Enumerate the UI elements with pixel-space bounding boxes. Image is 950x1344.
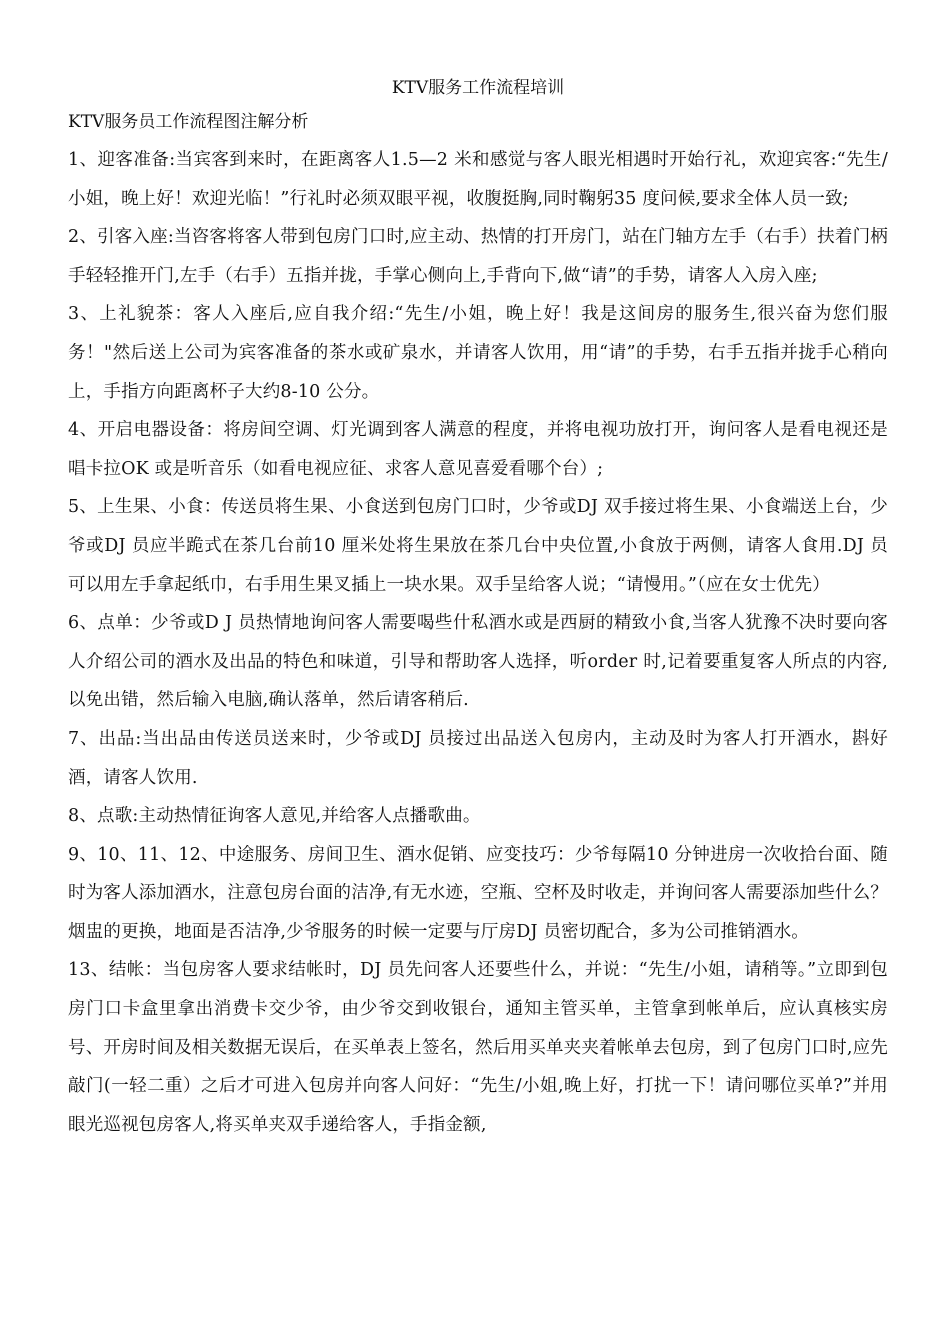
- step-1-paragraph: 1、迎客准备:当宾客到来时，在距离客人1.5—2 米和感觉与客人眼光相遇时开始行礼，欢迎宾客:“先生/小姐，晚上好！欢迎光临！”行礼时必须双眼平视，收腹挺胸,同时鞠躬35 度问候,要求全体人员一致;: [68, 150, 888, 209]
- step-7-paragraph: 7、出品:当出品由传送员送来时，少爷或DJ 员接过出品送入包房内，主动及时为客人打开酒水，斟好酒，请客人饮用.: [68, 728, 888, 788]
- step-3-paragraph: 3、上礼貌茶：客人入座后,应自我介绍:“先生/小姐，晚上好！我是这间房的服务生,很兴奋为您们服务！"然后送上公司为宾客准备的茶水或矿泉水，并请客人饮用，用“请”的手势，右手五指并拢手心稍向上，手指方向距离杯子大约8-10 公分。: [68, 304, 888, 402]
- step-4-paragraph: 4、开启电器设备：将房间空调、灯光调到客人满意的程度，并将电视功放打开，询问客人是看电视还是唱卡拉OK 或是听音乐（如看电视应征、求客人意见喜爱看哪个台）;: [68, 420, 888, 479]
- step-6-paragraph: 6、点单：少爷或D J 员热情地询问客人需要喝些什私酒水或是西厨的精致小食,当客人犹豫不决时要向客人介绍公司的酒水及出品的特色和味道，引导和帮助客人选择，听order 时,记着要重复客人所点的内容,以免出错，然后输入电脑,确认落单，然后请客稍后.: [68, 613, 888, 711]
- step-5-paragraph: 5、上生果、小食：传送员将生果、小食送到包房门口时，少爷或DJ 双手接过将生果、小食端送上台，少爷或DJ 员应半跪式在茶几台前10 厘米处将生果放在茶几台中央位置,小食放于两侧，请客人食用.DJ 员可以用左手拿起纸巾，右手用生果叉插上一块水果。双手呈给客人说；“请慢用。”（应在女士优先）: [68, 497, 888, 595]
- document-title: KTV服务工作流程培训: [391, 78, 565, 98]
- document-page: [68, 72, 888, 1144]
- step-9-12-paragraph: 9、10、11、12、中途服务、房间卫生、酒水促销、应变技巧：少爷每隔10 分钟进房一次收拾台面、随时为客人添加酒水，注意包房台面的洁净,有无水迹，空瓶、空杯及时收走，并询问客人需要添加些什么？烟盅的更换，地面是否洁净,少爷服务的时候一定要与厅房DJ 员密切配合，多为公司推销酒水。: [68, 844, 888, 942]
- step-13-paragraph: 13、结帐：当包房客人要求结帐时，DJ 员先问客人还要些什么，并说：“先生/小姐，请稍等。”立即到包房门口卡盒里拿出消费卡交少爷，由少爷交到收银台，通知主管买单，主管拿到帐单后，应认真核实房号、开房时间及相关数据无误后，在买单表上签名，然后用买单夹夹着帐单去包房，到了包房门口时,应先敲门(一轻二重）之后才可进入包房并向客人问好：“先生/小姐,晚上好，打扰一下！请问哪位买单?”并用眼光巡视包房客人,将买单夹双手递给客人，手指金额,: [68, 960, 888, 1135]
- step-2-paragraph: 2、引客入座:当咨客将客人带到包房门口时,应主动、热情的打开房门，站在门轴方左手（右手）扶着门柄手轻轻推开门,左手（右手）五指并拢，手掌心侧向上,手背向下,做“请”的手势，请客人入房入座;: [68, 227, 888, 286]
- document-subtitle: KTV服务员工作流程图注解分析: [68, 112, 309, 132]
- step-8-paragraph: 8、点歌:主动热情征询客人意见,并给客人点播歌曲。: [68, 806, 481, 827]
